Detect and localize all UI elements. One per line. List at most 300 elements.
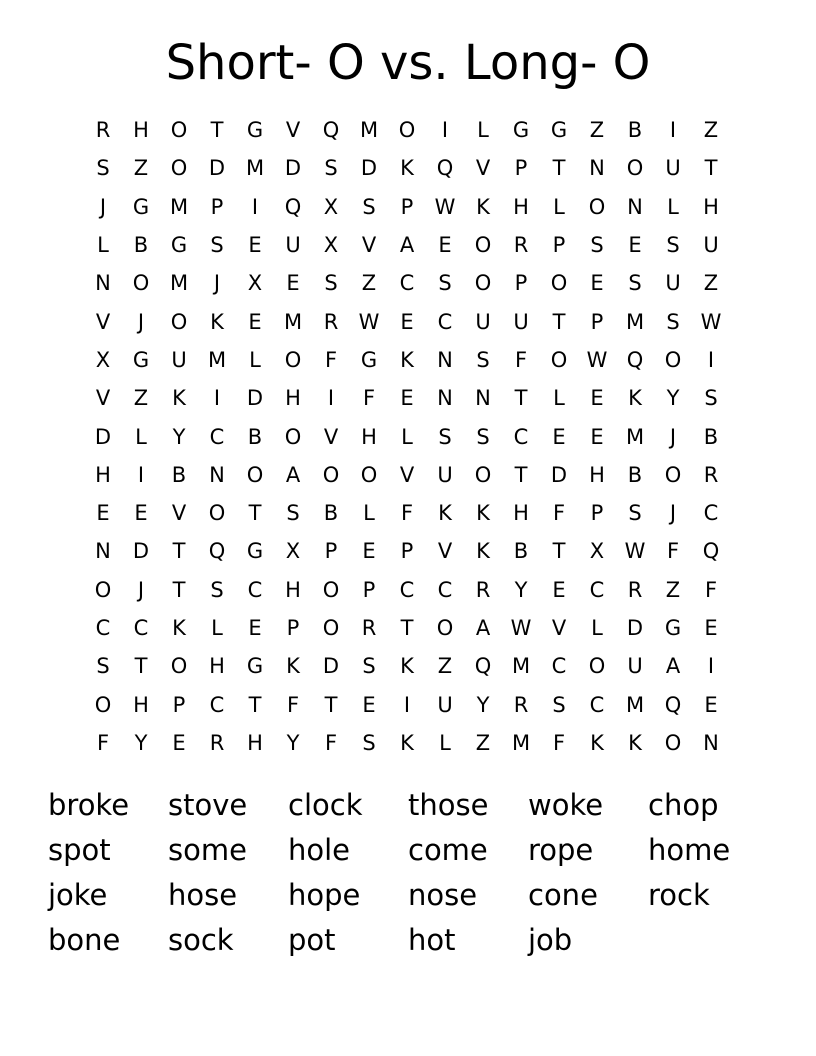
grid-letter: I	[669, 118, 677, 143]
grid-letter: V	[475, 156, 491, 181]
grid-letter: W	[358, 309, 380, 334]
grid-letter: J	[137, 577, 145, 602]
grid-letter: O	[322, 462, 340, 487]
grid-letter: D	[550, 462, 568, 487]
grid-letter: K	[476, 194, 490, 219]
grid-letter: U	[285, 233, 301, 258]
grid-row	[84, 188, 730, 226]
grid-letter: P	[590, 501, 604, 526]
grid-letter: Q	[626, 347, 644, 372]
grid-letter: U	[627, 654, 643, 679]
word-bank-word: home	[648, 832, 731, 867]
grid-letter: L	[135, 424, 147, 449]
grid-letter: P	[362, 577, 376, 602]
word-bank	[48, 782, 788, 962]
grid-letter: X	[323, 194, 339, 219]
grid-letter: O	[664, 730, 682, 755]
grid-letter: T	[248, 501, 262, 526]
grid-letter: F	[552, 730, 566, 755]
grid-letter: N	[437, 347, 453, 372]
grid-letter: S	[96, 156, 110, 181]
grid-letter: M	[245, 156, 265, 181]
grid-letter: B	[323, 501, 339, 526]
word-bank-word: woke	[528, 787, 604, 822]
grid-letter: R	[627, 577, 643, 602]
grid-letter: S	[438, 271, 452, 296]
grid-letter: E	[590, 271, 604, 296]
grid-letter: S	[210, 577, 224, 602]
grid-letter: F	[96, 730, 110, 755]
grid-letter: C	[399, 271, 415, 296]
grid-letter: S	[628, 271, 642, 296]
grid-letter: T	[172, 539, 186, 564]
grid-letter: U	[475, 309, 491, 334]
word-bank-word: cone	[528, 877, 598, 912]
grid-letter: T	[704, 156, 718, 181]
grid-letter: Z	[703, 118, 719, 143]
grid-letter: Y	[476, 692, 490, 717]
grid-letter: T	[400, 616, 414, 640]
grid-letter: N	[627, 194, 643, 219]
grid-letter: E	[552, 577, 566, 602]
grid-letter: O	[588, 654, 606, 679]
grid-letter: A	[399, 233, 415, 258]
grid-letter: G	[132, 347, 150, 372]
grid-letter: F	[362, 386, 376, 411]
grid-row	[84, 685, 730, 723]
grid-letter: S	[362, 194, 376, 219]
word-bank-word: come	[408, 832, 488, 867]
grid-letter: P	[590, 309, 604, 334]
grid-letter: D	[360, 156, 378, 181]
grid-letter: P	[210, 194, 224, 219]
grid-letter: E	[704, 692, 718, 717]
grid-letter: J	[213, 271, 221, 296]
grid-letter: T	[134, 654, 148, 679]
grid-letter: G	[360, 347, 378, 372]
grid-letter: K	[172, 616, 186, 640]
grid-letter: V	[95, 386, 111, 411]
grid-letter: O	[550, 271, 568, 296]
grid-letter: L	[553, 386, 565, 411]
grid-letter: T	[324, 692, 338, 717]
grid-letter: O	[664, 462, 682, 487]
grid-letter: I	[137, 462, 145, 487]
grid-row	[84, 149, 730, 187]
grid-letter: L	[363, 501, 375, 526]
grid-letter: L	[553, 194, 565, 219]
grid-letter: S	[666, 309, 680, 334]
grid-letter: M	[625, 424, 645, 449]
grid-letter: C	[399, 577, 415, 602]
grid-letter: Z	[589, 118, 605, 143]
grid-letter: P	[400, 539, 414, 564]
grid-letter: K	[438, 501, 452, 526]
grid-letter: K	[628, 386, 642, 411]
grid-letter: H	[247, 730, 263, 755]
word-bank-word: pot	[288, 922, 336, 957]
grid-letter: E	[362, 539, 376, 564]
grid-letter: U	[513, 309, 529, 334]
grid-letter: Z	[475, 730, 491, 755]
grid-letter: C	[703, 501, 719, 526]
grid-letter: Y	[134, 730, 148, 755]
word-bank-word: hot	[408, 922, 456, 957]
word-bank-word: bone	[48, 922, 121, 957]
grid-letter: L	[667, 194, 679, 219]
grid-letter: H	[589, 462, 605, 487]
grid-letter: C	[247, 577, 263, 602]
grid-letter: C	[133, 616, 149, 640]
grid-row	[84, 609, 730, 647]
grid-letter: S	[666, 233, 680, 258]
grid-letter: E	[400, 309, 414, 334]
grid-letter: N	[209, 462, 225, 487]
grid-row	[84, 341, 730, 379]
grid-letter: Z	[437, 654, 453, 679]
grid-letter: Q	[208, 539, 226, 564]
grid-letter: T	[552, 309, 566, 334]
grid-letter: S	[286, 501, 300, 526]
grid-letter: M	[283, 309, 303, 334]
grid-letter: E	[362, 692, 376, 717]
grid-letter: J	[137, 309, 145, 334]
grid-letter: C	[589, 577, 605, 602]
word-bank-word: joke	[48, 877, 108, 912]
grid-letter: S	[96, 654, 110, 679]
grid-letter: P	[400, 194, 414, 219]
grid-letter: Q	[322, 118, 340, 143]
grid-letter: F	[286, 692, 300, 717]
grid-letter: O	[132, 271, 150, 296]
grid-letter: I	[327, 386, 335, 411]
grid-letter: R	[323, 309, 339, 334]
grid-letter: E	[628, 233, 642, 258]
grid-letter: W	[586, 347, 608, 372]
grid-letter: C	[437, 309, 453, 334]
grid-letter: S	[590, 233, 604, 258]
grid-letter: B	[513, 539, 529, 564]
word-bank-word: nose	[408, 877, 478, 912]
grid-letter: O	[170, 309, 188, 334]
grid-letter: K	[476, 501, 490, 526]
word-bank-word: hole	[288, 832, 351, 867]
word-bank-word: sock	[168, 922, 234, 957]
grid-letter: V	[323, 424, 339, 449]
grid-letter: H	[209, 654, 225, 679]
grid-letter: O	[284, 347, 302, 372]
grid-letter: M	[625, 309, 645, 334]
grid-letter: Q	[474, 654, 492, 679]
grid-letter: T	[210, 118, 224, 143]
grid-letter: N	[95, 539, 111, 564]
grid-letter: G	[246, 654, 264, 679]
grid-letter: H	[95, 462, 111, 487]
grid-letter: G	[246, 118, 264, 143]
grid-letter: J	[99, 194, 107, 219]
grid-letter: M	[625, 692, 645, 717]
grid-letter: E	[552, 424, 566, 449]
grid-letter: H	[133, 692, 149, 717]
grid-letter: U	[703, 233, 719, 258]
grid-letter: E	[704, 616, 718, 640]
grid-letter: G	[550, 118, 568, 143]
grid-letter: C	[513, 424, 529, 449]
grid-letter: C	[209, 692, 225, 717]
grid-letter: S	[704, 386, 718, 411]
grid-letter: P	[324, 539, 338, 564]
word-bank-row	[48, 782, 788, 827]
grid-letter: J	[669, 424, 677, 449]
grid-letter: O	[360, 462, 378, 487]
grid-letter: T	[552, 539, 566, 564]
grid-letter: B	[627, 462, 643, 487]
grid-letter: K	[210, 309, 224, 334]
grid-letter: L	[439, 730, 451, 755]
grid-letter: V	[437, 539, 453, 564]
grid-letter: F	[400, 501, 414, 526]
grid-letter: R	[513, 692, 529, 717]
grid-letter: W	[624, 539, 646, 564]
grid-letter: K	[590, 730, 604, 755]
grid-letter: I	[251, 194, 259, 219]
grid-letter: O	[246, 462, 264, 487]
grid-letter: X	[285, 539, 301, 564]
grid-letter: E	[286, 271, 300, 296]
grid-letter: G	[132, 194, 150, 219]
page-title: Short- O vs. Long- O	[165, 35, 651, 91]
grid-letter: E	[172, 730, 186, 755]
grid-letter: Z	[133, 156, 149, 181]
grid-letter: O	[664, 347, 682, 372]
grid-letter: F	[324, 730, 338, 755]
grid-letter: F	[324, 347, 338, 372]
grid-letter: H	[513, 194, 529, 219]
word-bank-word: hope	[288, 877, 361, 912]
grid-letter: O	[474, 462, 492, 487]
word-bank-word: some	[168, 832, 247, 867]
grid-letter: P	[552, 233, 566, 258]
grid-letter: R	[209, 730, 225, 755]
grid-letter: O	[550, 347, 568, 372]
grid-letter: M	[169, 194, 189, 219]
grid-letter: S	[628, 501, 642, 526]
word-bank-word: chop	[648, 787, 719, 822]
grid-letter: W	[510, 616, 532, 640]
grid-letter: K	[476, 539, 490, 564]
grid-letter: M	[169, 271, 189, 296]
grid-letter: P	[286, 616, 300, 640]
grid-letter: K	[172, 386, 186, 411]
grid-letter: O	[436, 616, 454, 640]
grid-letter: M	[511, 654, 531, 679]
grid-letter: F	[514, 347, 528, 372]
grid-letter: W	[434, 194, 456, 219]
grid-letter: V	[95, 309, 111, 334]
grid-letter: Y	[172, 424, 186, 449]
grid-letter: V	[551, 616, 567, 640]
grid-letter: O	[322, 577, 340, 602]
grid-letter: Z	[703, 271, 719, 296]
grid-letter: H	[513, 501, 529, 526]
word-bank-word: those	[408, 787, 489, 822]
grid-letter: Q	[664, 692, 682, 717]
grid-letter: Y	[666, 386, 680, 411]
word-bank-row	[48, 872, 788, 917]
grid-letter: K	[400, 730, 414, 755]
grid-letter: Z	[665, 577, 681, 602]
grid-letter: H	[285, 577, 301, 602]
grid-letter: L	[97, 233, 109, 258]
grid-row	[84, 571, 730, 609]
grid-letter: K	[400, 156, 414, 181]
grid-letter: C	[551, 654, 567, 679]
grid-letter: S	[438, 424, 452, 449]
word-search-grid	[84, 111, 730, 762]
grid-letter: A	[475, 616, 491, 640]
grid-letter: G	[664, 616, 682, 640]
grid-letter: V	[171, 501, 187, 526]
grid-letter: E	[438, 233, 452, 258]
grid-letter: R	[513, 233, 529, 258]
grid-letter: H	[133, 118, 149, 143]
grid-row	[84, 111, 730, 149]
grid-letter: H	[361, 424, 377, 449]
grid-letter: V	[285, 118, 301, 143]
grid-letter: P	[514, 156, 528, 181]
grid-letter: E	[248, 309, 262, 334]
grid-letter: S	[324, 271, 338, 296]
grid-letter: Y	[286, 730, 300, 755]
grid-letter: S	[362, 654, 376, 679]
grid-letter: R	[703, 462, 719, 487]
grid-row	[84, 264, 730, 302]
grid-letter: H	[285, 386, 301, 411]
grid-letter: Q	[436, 156, 454, 181]
grid-letter: S	[476, 347, 490, 372]
grid-letter: O	[170, 118, 188, 143]
word-bank-row	[48, 917, 788, 962]
grid-letter: F	[552, 501, 566, 526]
grid-letter: O	[322, 616, 340, 640]
grid-letter: M	[359, 118, 379, 143]
grid-row	[84, 494, 730, 532]
grid-letter: U	[437, 462, 453, 487]
grid-letter: B	[627, 118, 643, 143]
grid-letter: A	[665, 654, 681, 679]
grid-letter: E	[248, 233, 262, 258]
grid-letter: O	[398, 118, 416, 143]
grid-letter: O	[474, 271, 492, 296]
grid-letter: B	[171, 462, 187, 487]
grid-letter: R	[475, 577, 491, 602]
grid-letter: H	[703, 194, 719, 219]
grid-letter: C	[209, 424, 225, 449]
grid-letter: E	[248, 616, 262, 640]
grid-letter: O	[626, 156, 644, 181]
grid-letter: L	[211, 616, 223, 640]
grid-letter: S	[552, 692, 566, 717]
grid-letter: O	[208, 501, 226, 526]
word-bank-word: rope	[528, 832, 594, 867]
grid-letter: Q	[702, 539, 720, 564]
grid-row	[84, 456, 730, 494]
grid-letter: N	[95, 271, 111, 296]
grid-letter: L	[591, 616, 603, 640]
grid-letter: N	[475, 386, 491, 411]
grid-letter: O	[170, 654, 188, 679]
grid-letter: L	[477, 118, 489, 143]
grid-letter: X	[247, 271, 263, 296]
grid-letter: T	[514, 462, 528, 487]
grid-letter: R	[361, 616, 377, 640]
grid-letter: E	[134, 501, 148, 526]
grid-letter: I	[707, 654, 715, 679]
grid-letter: S	[210, 233, 224, 258]
grid-letter: Z	[133, 386, 149, 411]
grid-letter: K	[286, 654, 300, 679]
grid-letter: E	[96, 501, 110, 526]
grid-letter: O	[588, 194, 606, 219]
word-bank-word: hose	[168, 877, 238, 912]
grid-letter: S	[476, 424, 490, 449]
grid-letter: Y	[514, 577, 528, 602]
grid-letter: D	[94, 424, 112, 449]
grid-letter: G	[170, 233, 188, 258]
grid-letter: I	[707, 347, 715, 372]
word-bank-word: job	[528, 922, 573, 957]
grid-letter: U	[171, 347, 187, 372]
grid-letter: K	[400, 347, 414, 372]
grid-letter: P	[514, 271, 528, 296]
grid-letter: X	[95, 347, 111, 372]
word-bank-word: clock	[288, 787, 363, 822]
grid-letter: F	[666, 539, 680, 564]
grid-letter: U	[665, 271, 681, 296]
grid-letter: Q	[284, 194, 302, 219]
grid-row	[84, 379, 730, 417]
grid-letter: E	[590, 386, 604, 411]
grid-letter: W	[700, 309, 722, 334]
grid-letter: V	[361, 233, 377, 258]
grid-letter: U	[665, 156, 681, 181]
grid-letter: L	[401, 424, 413, 449]
word-bank-word: rock	[648, 877, 710, 912]
grid-letter: D	[284, 156, 302, 181]
grid-letter: I	[213, 386, 221, 411]
grid-letter: A	[285, 462, 301, 487]
grid-letter: I	[441, 118, 449, 143]
word-bank-word: broke	[48, 787, 130, 822]
grid-letter: Z	[361, 271, 377, 296]
grid-letter: X	[589, 539, 605, 564]
grid-letter: V	[399, 462, 415, 487]
grid-letter: T	[172, 577, 186, 602]
grid-letter: D	[626, 616, 644, 640]
grid-letter: O	[284, 424, 302, 449]
grid-letter: B	[133, 233, 149, 258]
word-bank-word: stove	[168, 787, 248, 822]
grid-letter: D	[132, 539, 150, 564]
grid-letter: O	[474, 233, 492, 258]
grid-letter: E	[590, 424, 604, 449]
grid-letter: S	[324, 156, 338, 181]
grid-letter: K	[628, 730, 642, 755]
grid-letter: T	[552, 156, 566, 181]
grid-letter: N	[589, 156, 605, 181]
grid-letter: I	[403, 692, 411, 717]
grid-letter: N	[437, 386, 453, 411]
